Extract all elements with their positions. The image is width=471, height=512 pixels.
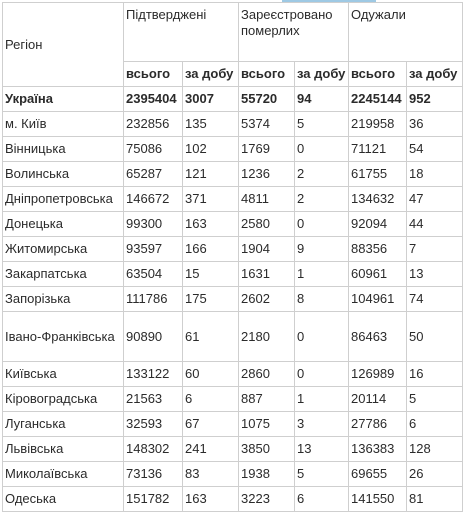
cell-recovered-total: 134632 — [349, 187, 407, 212]
cell-deaths-total: 55720 — [239, 87, 295, 112]
cell-recovered-total: 71121 — [349, 137, 407, 162]
cell-recovered-total: 92094 — [349, 212, 407, 237]
cell-confirmed-day: 15 — [183, 262, 239, 287]
cell-recovered-day: 7 — [407, 237, 463, 262]
cell-recovered-day: 952 — [407, 87, 463, 112]
cell-deaths-day: 0 — [295, 362, 349, 387]
cell-confirmed-total: 63504 — [124, 262, 183, 287]
header-recovered-day: за добу — [407, 62, 463, 87]
cell-deaths-day: 6 — [295, 487, 349, 512]
cell-deaths-day: 0 — [295, 137, 349, 162]
cell-region: Миколаївська — [3, 462, 124, 487]
cell-confirmed-day: 3007 — [183, 87, 239, 112]
cell-confirmed-total: 148302 — [124, 437, 183, 462]
cell-deaths-total: 1938 — [239, 462, 295, 487]
cell-confirmed-day: 83 — [183, 462, 239, 487]
cell-recovered-day: 13 — [407, 262, 463, 287]
cell-deaths-day: 13 — [295, 437, 349, 462]
cell-recovered-day: 81 — [407, 487, 463, 512]
table-row — [3, 112, 463, 137]
cell-deaths-total: 1075 — [239, 412, 295, 437]
cell-confirmed-day: 175 — [183, 287, 239, 312]
cell-confirmed-total: 93597 — [124, 237, 183, 262]
cell-confirmed-day: 121 — [183, 162, 239, 187]
cell-confirmed-day: 135 — [183, 112, 239, 137]
cell-confirmed-day: 6 — [183, 387, 239, 412]
cell-region: Україна — [3, 87, 124, 112]
cell-deaths-total: 2602 — [239, 287, 295, 312]
cell-region: Запорізька — [3, 287, 124, 312]
cell-recovered-day: 5 — [407, 387, 463, 412]
cell-confirmed-total: 232856 — [124, 112, 183, 137]
cell-deaths-total: 2180 — [239, 312, 295, 362]
cell-recovered-day: 74 — [407, 287, 463, 312]
cell-confirmed-total: 73136 — [124, 462, 183, 487]
cell-recovered-day: 6 — [407, 412, 463, 437]
table-row — [3, 237, 463, 262]
cell-region: Вінницька — [3, 137, 124, 162]
cell-confirmed-day: 61 — [183, 312, 239, 362]
cell-deaths-total: 5374 — [239, 112, 295, 137]
table-row — [3, 362, 463, 387]
cell-region: Івано-Франківська — [3, 312, 124, 362]
header-region: Регіон — [3, 3, 124, 87]
table-row — [3, 487, 463, 512]
cell-deaths-total: 4811 — [239, 187, 295, 212]
header-confirmed: Підтверджені — [124, 3, 239, 62]
cell-deaths-day: 5 — [295, 462, 349, 487]
cell-deaths-total: 2860 — [239, 362, 295, 387]
cell-deaths-total: 1904 — [239, 237, 295, 262]
cell-recovered-total: 126989 — [349, 362, 407, 387]
header-recovered-total: всього — [349, 62, 407, 87]
cell-deaths-day: 2 — [295, 187, 349, 212]
cell-region: Кіровоградська — [3, 387, 124, 412]
table-row — [3, 462, 463, 487]
table-row — [3, 187, 463, 212]
cell-recovered-day: 44 — [407, 212, 463, 237]
table-row-total — [3, 87, 463, 112]
header-confirmed-total: всього — [124, 62, 183, 87]
cell-recovered-day: 26 — [407, 462, 463, 487]
cell-region: м. Київ — [3, 112, 124, 137]
table-row — [3, 287, 463, 312]
cell-deaths-total: 3223 — [239, 487, 295, 512]
header-recovered: Одужали — [349, 3, 463, 62]
cell-confirmed-total: 133122 — [124, 362, 183, 387]
table-row — [3, 312, 463, 362]
cell-confirmed-day: 60 — [183, 362, 239, 387]
cell-recovered-day: 16 — [407, 362, 463, 387]
cell-recovered-day: 128 — [407, 437, 463, 462]
table-row — [3, 387, 463, 412]
cell-recovered-total: 61755 — [349, 162, 407, 187]
cell-region: Донецька — [3, 212, 124, 237]
cell-confirmed-total: 99300 — [124, 212, 183, 237]
cell-region: Закарпатська — [3, 262, 124, 287]
header-confirmed-day: за добу — [183, 62, 239, 87]
cell-recovered-total: 69655 — [349, 462, 407, 487]
cell-confirmed-day: 67 — [183, 412, 239, 437]
cell-deaths-day: 3 — [295, 412, 349, 437]
cell-region: Київська — [3, 362, 124, 387]
cell-recovered-total: 60961 — [349, 262, 407, 287]
cell-confirmed-day: 371 — [183, 187, 239, 212]
cell-confirmed-total: 32593 — [124, 412, 183, 437]
cell-recovered-day: 50 — [407, 312, 463, 362]
cell-recovered-total: 141550 — [349, 487, 407, 512]
cell-recovered-total: 86463 — [349, 312, 407, 362]
cell-deaths-day: 0 — [295, 312, 349, 362]
cell-deaths-day: 94 — [295, 87, 349, 112]
cell-region: Дніпропетровська — [3, 187, 124, 212]
cell-deaths-total: 887 — [239, 387, 295, 412]
cell-deaths-day: 1 — [295, 387, 349, 412]
cell-confirmed-total: 75086 — [124, 137, 183, 162]
cell-recovered-total: 20114 — [349, 387, 407, 412]
cell-deaths-total: 1236 — [239, 162, 295, 187]
table-row — [3, 137, 463, 162]
cell-recovered-total: 27786 — [349, 412, 407, 437]
cell-confirmed-day: 163 — [183, 212, 239, 237]
header-deaths-day: за добу — [295, 62, 349, 87]
header-deaths-total: всього — [239, 62, 295, 87]
cell-region: Волинська — [3, 162, 124, 187]
cell-region: Львівська — [3, 437, 124, 462]
cell-deaths-day: 1 — [295, 262, 349, 287]
cell-deaths-total: 1631 — [239, 262, 295, 287]
cell-recovered-total: 2245144 — [349, 87, 407, 112]
cell-confirmed-total: 21563 — [124, 387, 183, 412]
cell-confirmed-total: 2395404 — [124, 87, 183, 112]
cell-deaths-day: 5 — [295, 112, 349, 137]
table-row — [3, 212, 463, 237]
cell-deaths-total: 1769 — [239, 137, 295, 162]
cell-region: Житомирська — [3, 237, 124, 262]
cell-recovered-total: 104961 — [349, 287, 407, 312]
cell-recovered-day: 54 — [407, 137, 463, 162]
cell-confirmed-day: 166 — [183, 237, 239, 262]
cell-confirmed-day: 102 — [183, 137, 239, 162]
cell-confirmed-day: 241 — [183, 437, 239, 462]
cell-deaths-day: 9 — [295, 237, 349, 262]
table-row — [3, 262, 463, 287]
cell-recovered-total: 136383 — [349, 437, 407, 462]
cell-deaths-total: 3850 — [239, 437, 295, 462]
cell-confirmed-total: 90890 — [124, 312, 183, 362]
table-row — [3, 162, 463, 187]
cell-region: Луганська — [3, 412, 124, 437]
cell-confirmed-total: 151782 — [124, 487, 183, 512]
cell-confirmed-total: 111786 — [124, 287, 183, 312]
cell-recovered-day: 47 — [407, 187, 463, 212]
cell-deaths-day: 2 — [295, 162, 349, 187]
cell-confirmed-day: 163 — [183, 487, 239, 512]
cell-recovered-total: 219958 — [349, 112, 407, 137]
cell-recovered-total: 88356 — [349, 237, 407, 262]
table-row — [3, 412, 463, 437]
covid-stats-table — [2, 2, 463, 512]
cell-deaths-total: 2580 — [239, 212, 295, 237]
cell-confirmed-total: 65287 — [124, 162, 183, 187]
table-row — [3, 437, 463, 462]
cell-deaths-day: 8 — [295, 287, 349, 312]
cell-deaths-day: 0 — [295, 212, 349, 237]
cell-recovered-day: 18 — [407, 162, 463, 187]
header-deaths: Зареєстровано померлих — [239, 3, 349, 62]
cell-confirmed-total: 146672 — [124, 187, 183, 212]
cell-region: Одеська — [3, 487, 124, 512]
cell-recovered-day: 36 — [407, 112, 463, 137]
